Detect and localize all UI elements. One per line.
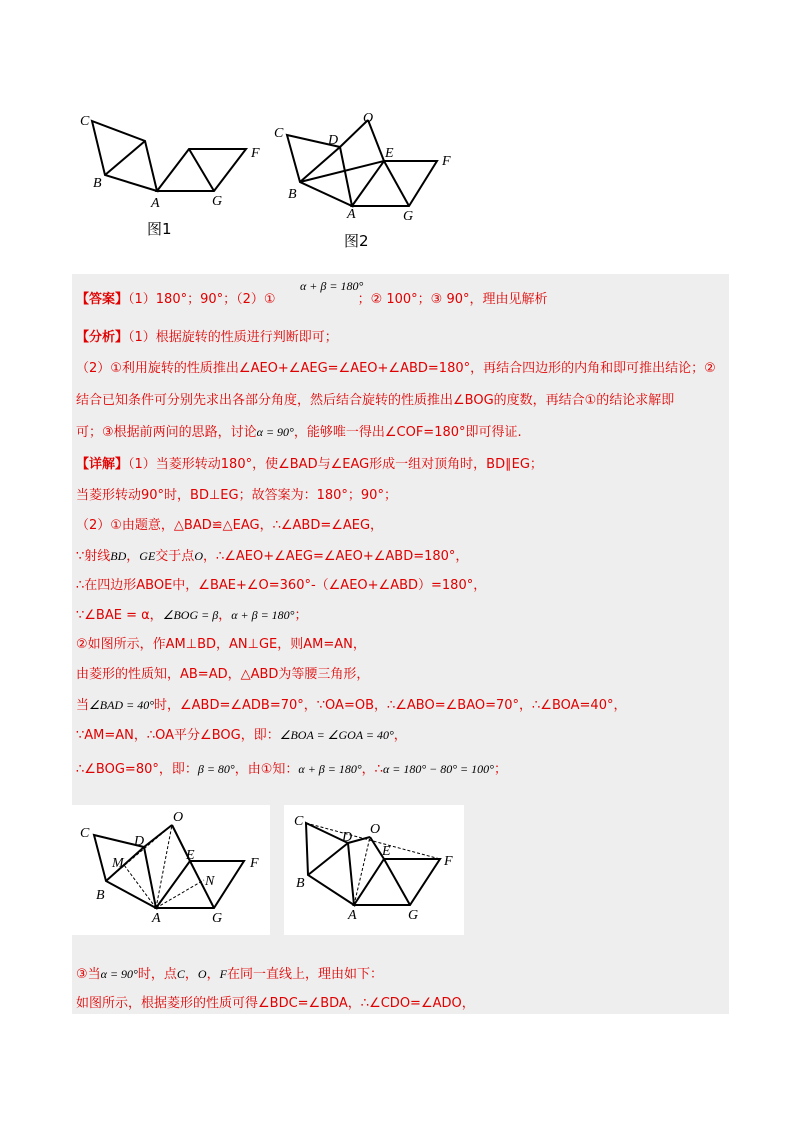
- detail-text-11b: ，由①知：: [234, 762, 299, 777]
- detail-text-6a: ∵∠BAE = α，: [76, 608, 163, 623]
- detail-text-11d: ；: [493, 762, 507, 777]
- point-label-b: B: [296, 876, 305, 891]
- point-label-c: C: [274, 126, 284, 141]
- answer-math-1: α + β = 180°: [300, 279, 364, 293]
- detail-math-o: O: [194, 549, 203, 563]
- detail-line-8: 由菱形的性质知，AB=AD，△ABD为等腰三角形，: [76, 667, 370, 682]
- detail-line-11: [76, 760, 507, 779]
- part3-text-1e: 在同一直线上，理由如下：: [226, 967, 383, 982]
- detail-text-11c: ，∴: [361, 762, 383, 777]
- detail-math-sum: α + β = 180°: [231, 608, 295, 622]
- point-label-b: B: [96, 888, 105, 903]
- detail-text-4a: ∵射线: [76, 549, 111, 564]
- point-label-a: A: [152, 911, 161, 926]
- figure-1: [75, 105, 265, 215]
- detail-line-6: [76, 606, 308, 625]
- point-label-e: E: [186, 848, 195, 863]
- answer-text-2: ；② 100°；③ 90°，理由见解析: [357, 292, 548, 307]
- point-label-a: A: [348, 908, 357, 923]
- figures-band: [72, 800, 729, 950]
- point-label-g: G: [212, 194, 223, 209]
- detail-math-bog: ∠BOG = β: [162, 608, 219, 622]
- detail-line-1: [76, 456, 543, 474]
- solution-block: [72, 274, 729, 800]
- detail-text-6c: ；: [294, 608, 308, 623]
- detail-text-10a: ∵AM=AN，∴OA平分∠BOG，即：: [76, 728, 280, 743]
- analysis-text-4b: ，能够唯一得出∠COF=180°即可得证.: [293, 425, 522, 440]
- analysis-text-1: （1）根据旋转的性质进行判断即可；: [128, 330, 338, 345]
- point-label-d: D: [342, 830, 353, 845]
- part3-math-alpha: α = 90°: [100, 967, 138, 981]
- detail-text-4d: ，∴∠AEO+∠AEG=∠AEO+∠ABD=180°，: [202, 549, 469, 564]
- point-label-c: C: [80, 826, 90, 841]
- answer-line: [76, 291, 548, 309]
- point-label-b: B: [288, 187, 297, 202]
- analysis-line-4: [76, 423, 522, 442]
- detail-line-5: ∴在四边形ABOE中，∠BAE+∠O=360°-（∠AEO+∠ABD）=180°，: [76, 578, 487, 593]
- point-label-e: E: [385, 146, 394, 161]
- point-label-d: D: [328, 133, 339, 148]
- detail-math-alpha: α = 180° − 80° = 100°: [382, 762, 494, 776]
- detail-math-ge: GE: [139, 549, 156, 563]
- detail-line-2: 当菱形转动90°时，BD⊥EG；故答案为：180°；90°；: [76, 488, 397, 503]
- analysis-tag: 【分析】: [76, 330, 129, 345]
- detail-math-bd: BD: [110, 549, 127, 563]
- analysis-line-2: （2）①利用旋转的性质推出∠AEO+∠AEG=∠AEO+∠ABD=180°，再结合四边形的内角和即可推出结论；②: [76, 361, 716, 376]
- detail-text-10b: ，: [393, 728, 407, 743]
- point-label-c: C: [80, 114, 90, 129]
- analysis-line-1: [76, 329, 338, 347]
- part3-line-1: [76, 965, 383, 984]
- detail-text-4c: 交于点: [155, 549, 195, 564]
- point-label-o: O: [363, 111, 374, 126]
- analysis-line-3: 结合已知条件可分别先求出各部分角度，然后结合旋转的性质推出∠BOG的度数，再结合①的结论求解即: [76, 393, 675, 408]
- point-label-f: F: [251, 146, 260, 161]
- part3-text-1d: ，: [206, 967, 220, 982]
- point-label-d: D: [134, 834, 145, 849]
- detail-text-9b: 时，∠ABD=∠ADB=70°，∵OA=OB，∴∠ABO=∠BAO=70°，∴∠BOA=40°，: [154, 698, 627, 713]
- detail-line-4: [76, 547, 468, 566]
- answer-text-1: （1）180°；90°；（2）①: [128, 292, 276, 307]
- detail-tag: 【详解】: [76, 457, 129, 472]
- detail-text-11a: ∴∠BOG=80°，即：: [76, 762, 198, 777]
- figure-2-caption: 图2: [344, 232, 369, 250]
- figure-1-caption: 图1: [147, 220, 172, 238]
- answer-tag: 【答案】: [76, 292, 129, 307]
- point-label-o: O: [370, 822, 381, 837]
- part3-math-o: O: [197, 967, 207, 981]
- point-label-b: B: [93, 176, 102, 191]
- part3-line-2: 如图所示，根据菱形的性质可得∠BDC=∠BDA，∴∠CDO=∠ADO，: [76, 996, 475, 1011]
- point-label-m: M: [112, 856, 124, 871]
- point-label-g: G: [408, 908, 419, 923]
- detail-line-3: （2）①由题意，△BAD≌△EAG，∴∠ABD=∠AEG，: [76, 518, 384, 533]
- analysis-text-4a: 可；③根据前两问的思路，讨论: [76, 425, 257, 440]
- detail-text-1: （1）当菱形转动180°，使∠BAD与∠EAG形成一组对顶角时，BD∥EG；: [128, 457, 543, 472]
- part3-text-1a: ③当: [76, 967, 101, 982]
- point-label-g: G: [403, 209, 414, 224]
- point-label-n: N: [205, 874, 215, 889]
- point-label-a: A: [151, 196, 160, 211]
- detail-line-9: [76, 696, 626, 715]
- detail-text-4b: ，: [126, 549, 140, 564]
- detail-text-9a: 当: [76, 698, 90, 713]
- part3-math-c: C: [176, 967, 185, 981]
- figure-4: [284, 805, 464, 935]
- point-label-f: F: [250, 856, 259, 871]
- point-label-f: F: [444, 854, 453, 869]
- detail-text-6b: ，: [218, 608, 232, 623]
- detail-math-boa: ∠BOA = ∠GOA = 40°: [279, 728, 394, 742]
- point-label-g: G: [212, 911, 223, 926]
- part3-text-1b: 时，点: [137, 967, 177, 982]
- point-label-e: E: [382, 844, 391, 859]
- detail-math-beta: β = 80°: [197, 762, 235, 776]
- detail-line-7: ②如图所示，作AM⊥BD，AN⊥GE，则AM=AN，: [76, 637, 366, 652]
- point-label-a: A: [347, 207, 356, 222]
- detail-line-10: [76, 726, 407, 745]
- analysis-math: α = 90°: [256, 425, 294, 439]
- point-label-o: O: [173, 810, 184, 825]
- part3-math-f: F: [219, 967, 227, 981]
- detail-math-sum2: α + β = 180°: [298, 762, 362, 776]
- part3-text-1c: ，: [184, 967, 198, 982]
- point-label-f: F: [442, 154, 451, 169]
- figure-3: [72, 805, 270, 935]
- point-label-c: C: [294, 814, 304, 829]
- figure-2: [270, 110, 460, 225]
- detail-math-bad: ∠BAD = 40°: [89, 698, 154, 712]
